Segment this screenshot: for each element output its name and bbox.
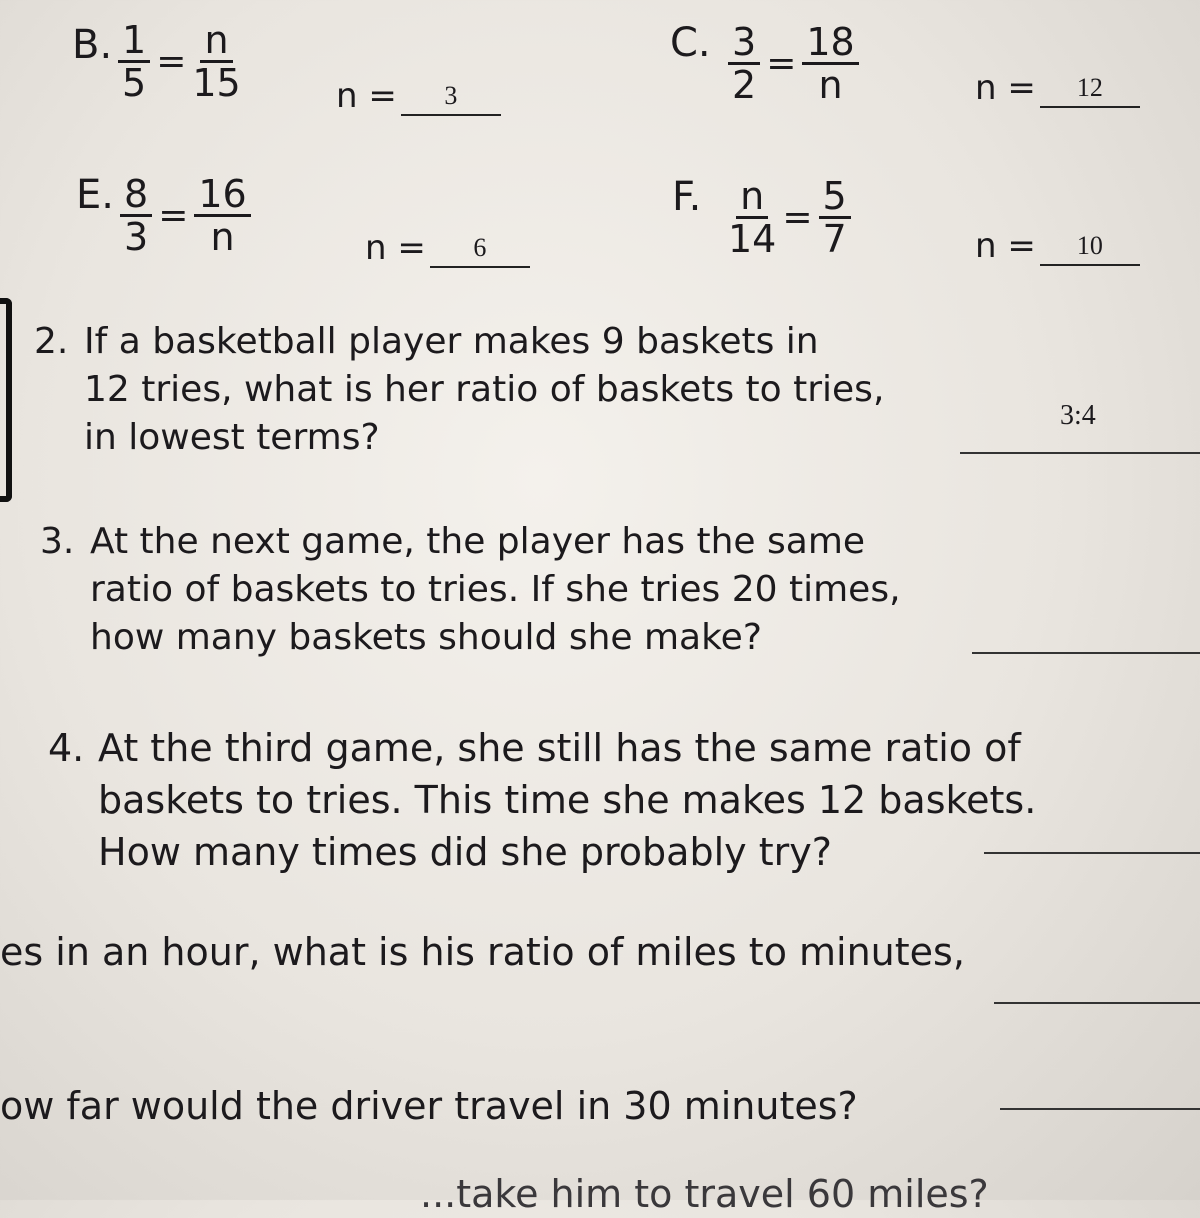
numerator: 3 bbox=[728, 22, 760, 65]
question-line: ratio of baskets to tries. If she tries 20 times, bbox=[90, 569, 901, 610]
denominator: 15 bbox=[192, 61, 241, 105]
problem-c-answer bbox=[975, 68, 1140, 108]
question-line: baskets to tries. This time she makes 12 baskets. bbox=[98, 778, 1037, 822]
fraction bbox=[120, 174, 152, 257]
problem-b-answer bbox=[336, 76, 501, 116]
question-line: If a basketball player makes 9 baskets in bbox=[84, 321, 819, 362]
problem-e-equation bbox=[120, 174, 251, 257]
equals-sign: = bbox=[782, 197, 813, 238]
equals-sign: = bbox=[158, 195, 189, 236]
fraction bbox=[194, 174, 250, 257]
denominator: 5 bbox=[122, 61, 147, 105]
question-line: 12 tries, what is her ratio of baskets to tries, bbox=[84, 369, 885, 410]
answer-prefix: n = bbox=[365, 228, 426, 268]
question-line: At the next game, the player has the same bbox=[90, 521, 866, 562]
fraction bbox=[802, 22, 858, 105]
question-4-answer-line[interactable] bbox=[984, 852, 1200, 854]
question-5-answer-line[interactable] bbox=[994, 1002, 1200, 1004]
equals-sign: = bbox=[766, 43, 797, 84]
numerator: 18 bbox=[802, 22, 858, 65]
numerator: n bbox=[736, 176, 768, 219]
answer-prefix: n = bbox=[975, 226, 1036, 266]
question-2-answer: 3:4 bbox=[1060, 400, 1096, 431]
question-3-answer-line[interactable] bbox=[972, 652, 1200, 654]
question-number: 2. bbox=[34, 321, 69, 362]
question-line: in lowest terms? bbox=[84, 417, 380, 458]
fraction bbox=[118, 20, 150, 103]
question-number: 3. bbox=[40, 521, 75, 562]
numerator: n bbox=[200, 20, 232, 63]
denominator: 14 bbox=[728, 217, 777, 261]
denominator: n bbox=[818, 63, 843, 107]
question-4 bbox=[48, 722, 1036, 878]
question-6-partial: ow far would the driver travel in 30 minutes? bbox=[0, 1084, 858, 1128]
question-3 bbox=[40, 518, 901, 662]
left-margin-bracket bbox=[0, 298, 12, 502]
question-number: 4. bbox=[48, 726, 85, 770]
answer-blank[interactable]: 10 bbox=[1040, 232, 1140, 266]
denominator: n bbox=[210, 215, 235, 259]
denominator: 2 bbox=[732, 63, 757, 107]
numerator: 5 bbox=[819, 176, 851, 219]
fraction bbox=[819, 176, 851, 259]
question-7-partial: ...take him to travel 60 miles? bbox=[420, 1172, 989, 1216]
question-5-partial: es in an hour, what is his ratio of miles to minutes, bbox=[0, 930, 965, 974]
question-line: At the third game, she still has the same ratio of bbox=[98, 726, 1021, 770]
fraction bbox=[192, 20, 240, 103]
question-2 bbox=[34, 318, 884, 462]
problem-c-equation bbox=[728, 22, 859, 105]
equals-sign: = bbox=[156, 41, 187, 82]
numerator: 16 bbox=[194, 174, 250, 217]
problem-f-equation bbox=[728, 176, 851, 259]
answer-prefix: n = bbox=[336, 76, 397, 116]
question-2-answer-line[interactable] bbox=[960, 452, 1200, 454]
question-line: how many baskets should she make? bbox=[90, 617, 762, 658]
problem-b-equation bbox=[118, 20, 241, 103]
answer-blank[interactable]: 12 bbox=[1040, 74, 1140, 108]
fraction bbox=[728, 22, 760, 105]
answer-blank[interactable]: 6 bbox=[430, 234, 530, 268]
question-line: How many times did she probably try? bbox=[98, 830, 832, 874]
numerator: 8 bbox=[120, 174, 152, 217]
denominator: 7 bbox=[822, 217, 847, 261]
problem-f-answer bbox=[975, 226, 1140, 266]
denominator: 3 bbox=[124, 215, 149, 259]
problem-e-answer bbox=[365, 228, 530, 268]
answer-blank[interactable]: 3 bbox=[401, 82, 501, 116]
problem-b-label: B. bbox=[72, 22, 113, 68]
problem-f-label: F. bbox=[672, 174, 702, 220]
question-6-answer-line[interactable] bbox=[1000, 1108, 1200, 1110]
fraction bbox=[728, 176, 776, 259]
answer-prefix: n = bbox=[975, 68, 1036, 108]
problem-c-label: C. bbox=[670, 20, 711, 66]
numerator: 1 bbox=[118, 20, 150, 63]
problem-e-label: E. bbox=[76, 172, 114, 218]
